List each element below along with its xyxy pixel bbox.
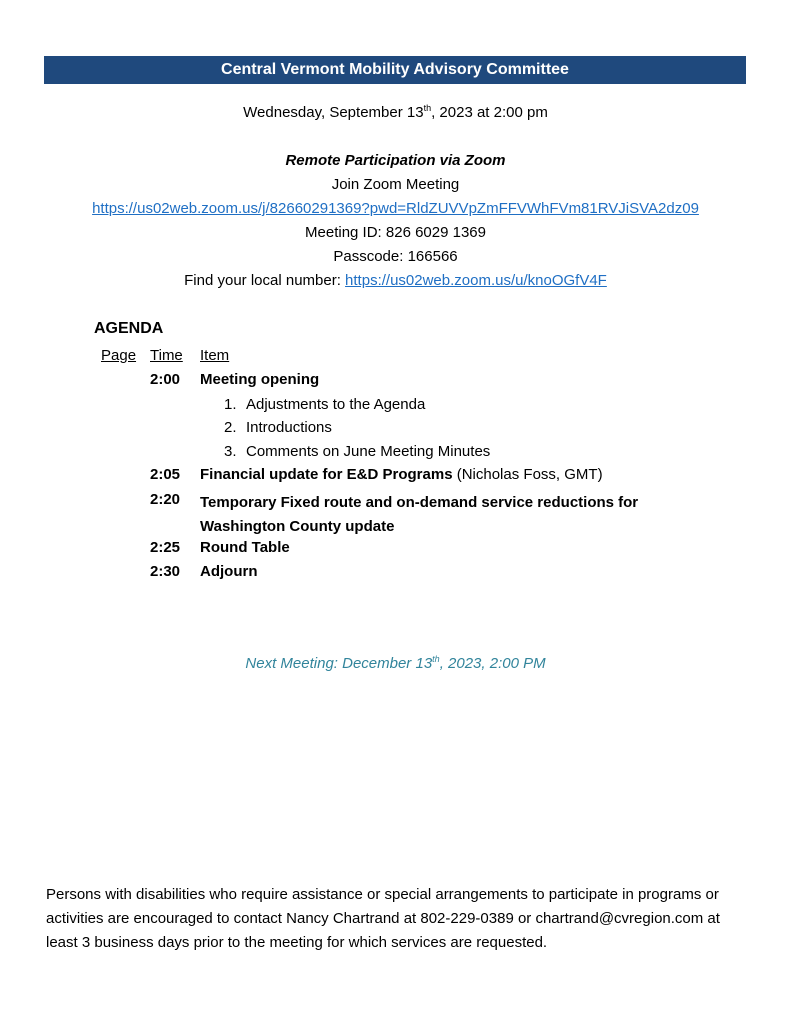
remote-participation-heading: Remote Participation via Zoom <box>285 152 506 169</box>
column-header-item: Item <box>200 347 230 364</box>
agenda-item <box>200 466 700 483</box>
agenda-subitem <box>224 396 425 413</box>
agenda-item <box>200 563 700 580</box>
meeting-date-text: Wednesday, September 13 <box>243 104 424 121</box>
agenda-item-time: 2:05 <box>150 466 181 483</box>
agenda-item-title: Round Table <box>200 539 290 556</box>
agenda-subitem-number: 1. <box>224 396 237 413</box>
agenda-item <box>200 371 700 388</box>
local-number-row <box>0 272 791 289</box>
next-meeting-text: Next Meeting: December 13 <box>245 655 433 672</box>
meeting-date-sup: th <box>423 103 432 113</box>
agenda-subitem-number: 3. <box>224 443 237 460</box>
agenda-item-title: Adjourn <box>200 563 258 580</box>
meeting-id: Meeting ID: 826 6029 1369 <box>305 224 486 241</box>
agenda-item-time: 2:25 <box>150 539 181 556</box>
zoom-join-link-row <box>0 200 791 217</box>
local-number-link[interactable]: https://us02web.zoom.us/u/knoOGfV4F <box>345 272 607 289</box>
next-meeting-time: , 2023, 2:00 PM <box>439 655 546 672</box>
agenda-item-title: Financial update for E&D Programs <box>200 466 453 483</box>
agenda-subitem <box>224 443 490 460</box>
meeting-date-time: , 2023 at 2:00 pm <box>431 104 548 121</box>
join-zoom-label: Join Zoom Meeting <box>331 176 460 193</box>
committee-title: Central Vermont Mobility Advisory Committee <box>221 61 569 78</box>
agenda-item-title: Temporary Fixed route and on-demand service reductions for Washington County update <box>200 494 639 535</box>
next-meeting-sup: th <box>432 654 440 664</box>
committee-title-banner <box>44 56 746 84</box>
agenda-subitem-label: Comments on June Meeting Minutes <box>246 443 491 460</box>
agenda-item-title: Meeting opening <box>200 371 320 388</box>
agenda-item-time: 2:00 <box>150 371 181 388</box>
agenda-title: AGENDA <box>94 320 164 337</box>
agenda-subitem-label: Adjustments to the Agenda <box>246 396 426 413</box>
agenda-item <box>200 539 700 556</box>
column-header-page: Page <box>101 347 137 364</box>
agenda-item-presenter: (Nicholas Foss, GMT) <box>452 466 603 483</box>
meeting-date <box>0 104 791 121</box>
agenda-item <box>200 491 680 539</box>
agenda-item-time: 2:20 <box>150 491 181 508</box>
agenda-subitem <box>224 419 332 436</box>
zoom-join-link[interactable]: https://us02web.zoom.us/j/82660291369?pwd=RldZUVVpZmFFVWhFVm81RVJiSVA2dz09 <box>92 200 699 217</box>
agenda-item-time: 2:30 <box>150 563 181 580</box>
column-header-time: Time <box>150 347 183 364</box>
next-meeting <box>0 655 791 672</box>
passcode: Passcode: 166566 <box>333 248 458 265</box>
agenda-subitem-number: 2. <box>224 419 237 436</box>
accessibility-notice: Persons with disabilities who require assistance or special arrangements to participate in programs or activities are encouraged to contact Nancy Chartrand at 802-229-0389 or chartrand@cvregion.com at least 3 business days prior to the meeting for which services are requested. <box>46 886 720 951</box>
local-number-label: Find your local number: <box>184 272 346 289</box>
agenda-subitem-label: Introductions <box>246 419 332 436</box>
